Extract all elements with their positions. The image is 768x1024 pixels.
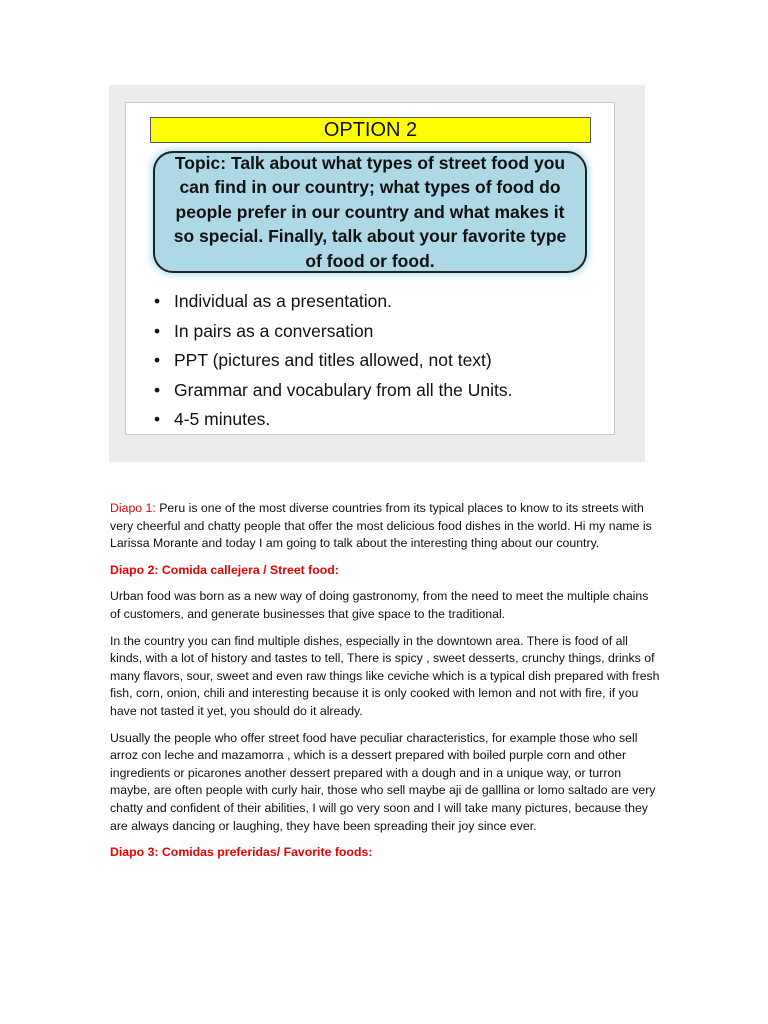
list-item-text: In pairs as a conversation [174, 320, 374, 341]
list-item-text: 4-5 minutes. [174, 409, 271, 429]
list-item-text: Grammar and vocabulary from all the Units. [174, 379, 513, 400]
diapo1-paragraph [110, 500, 660, 553]
topic-box [153, 151, 587, 273]
requirements-list [154, 287, 512, 435]
diapo1-text: Peru is one of the most diverse countries from its typical places to know to its streets with very cheerful and chatty people that offer the most delicious food dishes in the world. Hi my name is Larissa Morante and today I am going to talk about the interesting thing about our country. [110, 501, 652, 551]
paragraph-vendors: Usually the people who offer street food have peculiar characteristics, for example those who sell arroz con leche and mazamorra , which is a dessert prepared with boiled purple corn and other ingredients or picarones another dessert prepared with a dough and in a unique way, or turron maybe, are often people with curly hair, those who sell maybe aji de galllina or lomo saltado are very chatty and confident of their abilities, I will go very soon and I will take many pictures, because they are always dancing or laughing, they have been spreading their joy since ever. [110, 730, 656, 833]
list-item: • Grammar and vocabulary from all the Units. [154, 379, 513, 400]
diapo2-heading: Diapo 2: Comida callejera / Street food: [110, 562, 339, 577]
list-item-text: PPT (pictures and titles allowed, not text) [174, 350, 492, 370]
topic-text: Topic: Talk about what types of street food you can find in our country; what types of food do people prefer in our country and what makes it so special. Finally, talk about your favorite type of food or food. [173, 152, 567, 271]
list-item: • PPT (pictures and titles allowed, not text) [154, 350, 492, 370]
option-title: OPTION 2 [150, 117, 591, 143]
diapo3-heading: Diapo 3: Comidas preferidas/ Favorite foods: [110, 845, 373, 860]
slide [125, 102, 615, 435]
diapo1-label: Diapo 1: [110, 501, 156, 515]
list-item: • 4-5 minutes. [154, 409, 271, 429]
slide-image [109, 85, 645, 462]
paragraph-dishes: In the country you can find multiple dishes, especially in the downtown area. There is food of all kinds, with a lot of history and tastes to tell, There is spicy , sweet desserts, crunchy things, drinks of many flavors, sour, sweet and even raw things like ceviche which is a typical dish prepared with fresh fish, corn, onion, chili and interesting because it is only cooked with lemon and not with fire, if you have not tasted it yet, you should do it already. [110, 633, 660, 718]
list-item: • Individual as a presentation. [154, 291, 392, 311]
paragraph-urban-food: Urban food was born as a new way of doing gastronomy, from the need to meet the multiple chains of customers, and generate businesses that give space to the traditional. [110, 589, 649, 621]
list-item: • In pairs as a conversation [154, 320, 374, 341]
list-item-text: Individual as a presentation. [174, 291, 392, 311]
document-body [110, 500, 660, 871]
